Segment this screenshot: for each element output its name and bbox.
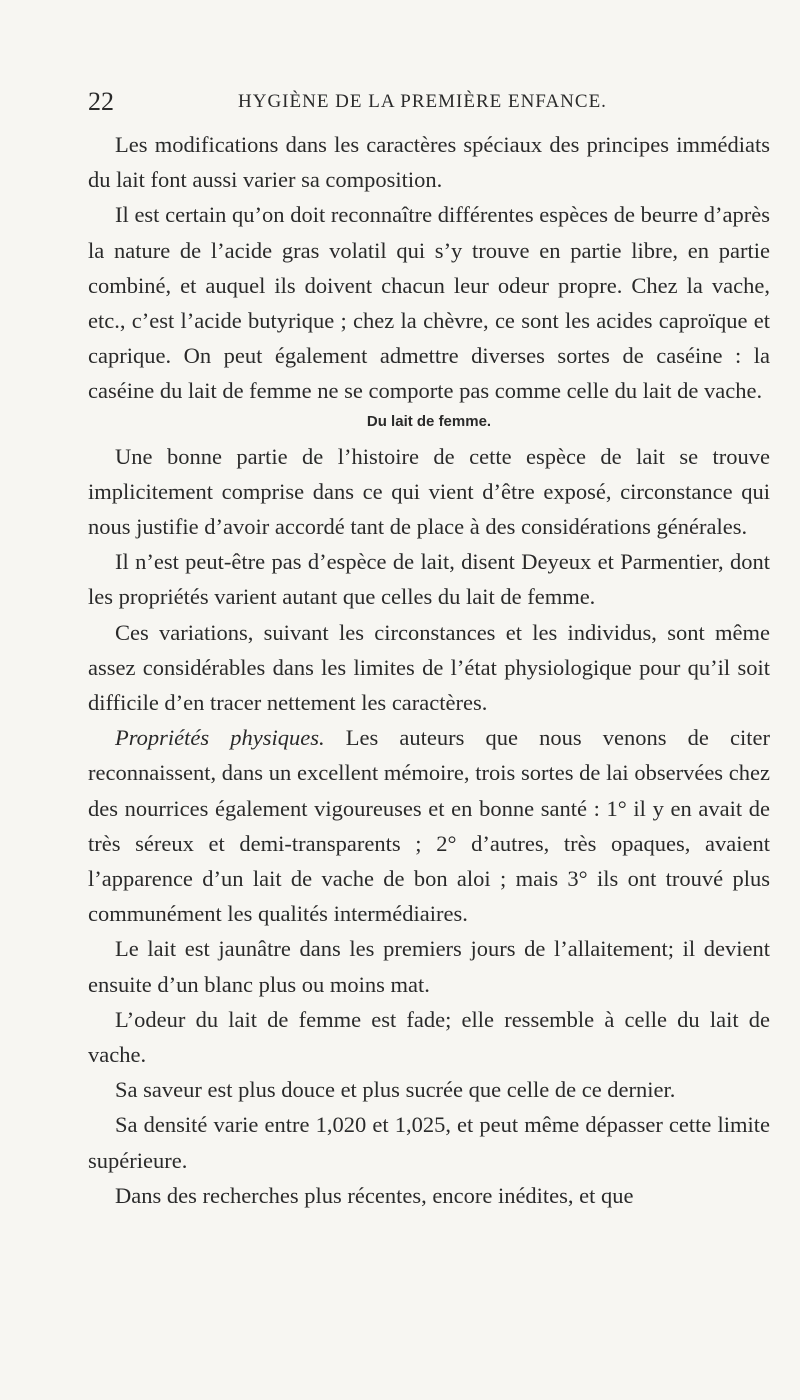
paragraph-2: Il est certain qu’on doit reconnaître différentes espèces de beurre d’après la nature de l’acide gras volatil qui s’y trouve en partie libre, en partie combiné, et auquel ils doivent chacun leur odeur propre. Chez la vache, etc., c’est l’acide butyrique ; chez la chèvre, ce sont les acides caproïque et caprique. On peut également admettre diverses sortes de caséine : la caséine du lait de femme ne se comporte pas comme celle du lait de vache. [88,202,770,404]
paragraph-3: Une bonne partie de l’histoire de cette espèce de lait se trouve implicitement comprise dans ce qui vient d’être exposé, circonstance qui nous justifie d’avoir accordé tant de place à des considérations générales. [88,443,770,540]
paragraph-9: Sa saveur est plus douce et plus sucrée que celle de ce dernier. [115,1077,676,1103]
paragraph-5: Ces variations, suivant les circonstances et les individus, sont même assez considérables dans les limites de l’état physiologique pour qu’il soit difficile d’en tracer nettement les caractères. [88,619,770,716]
paragraph-11: Dans des recherches plus récentes, encore inédites, et que [115,1182,634,1208]
paragraph-6-italic-lead: Propriétés physiques. [115,725,325,751]
paragraph-8: L’odeur du lait de femme est fade; elle ressemble à celle du lait de vache. [88,1006,770,1068]
page-number: 22 [88,87,114,116]
paragraph-1: Les modifications dans les caractères spéciaux des principes immédiats du lait font aussi varier sa composition. [88,132,770,193]
paragraph-4: Il n’est peut-être pas d’espèce de lait, disent Deyeux et Parmentier, dont les propriétés varient autant que celles du lait de femme. [88,549,770,610]
section-heading: Du lait de femme. [366,412,492,430]
paragraph-6-text: Les auteurs que nous venons de citer reconnaissent, dans un excellent mémoire, trois sortes de lai observées chez des nourrices également vigoureuses et en bonne santé : 1° il y en avait de très séreux et demi-transparents ; 2° d’autres, très opaques, avaient l’apparence d’un lait de vache de bon aloi ; mais 3° ils ont trouvé plus communément les qualités intermédiaires. [88,725,770,927]
running-title: HYGIÈNE DE LA PREMIÈRE ENFANCE. [238,91,607,112]
page-header [88,87,800,117]
paragraph-10: Sa densité varie entre 1,020 et 1,025, et peut même dépasser cette limite supérieure. [88,1112,770,1173]
body-text [88,127,770,1213]
paragraph-6 [88,720,770,931]
paragraph-7: Le lait est jaunâtre dans les premiers jours de l’allaitement; il devient ensuite d’un blanc plus ou moins mat. [88,936,770,997]
